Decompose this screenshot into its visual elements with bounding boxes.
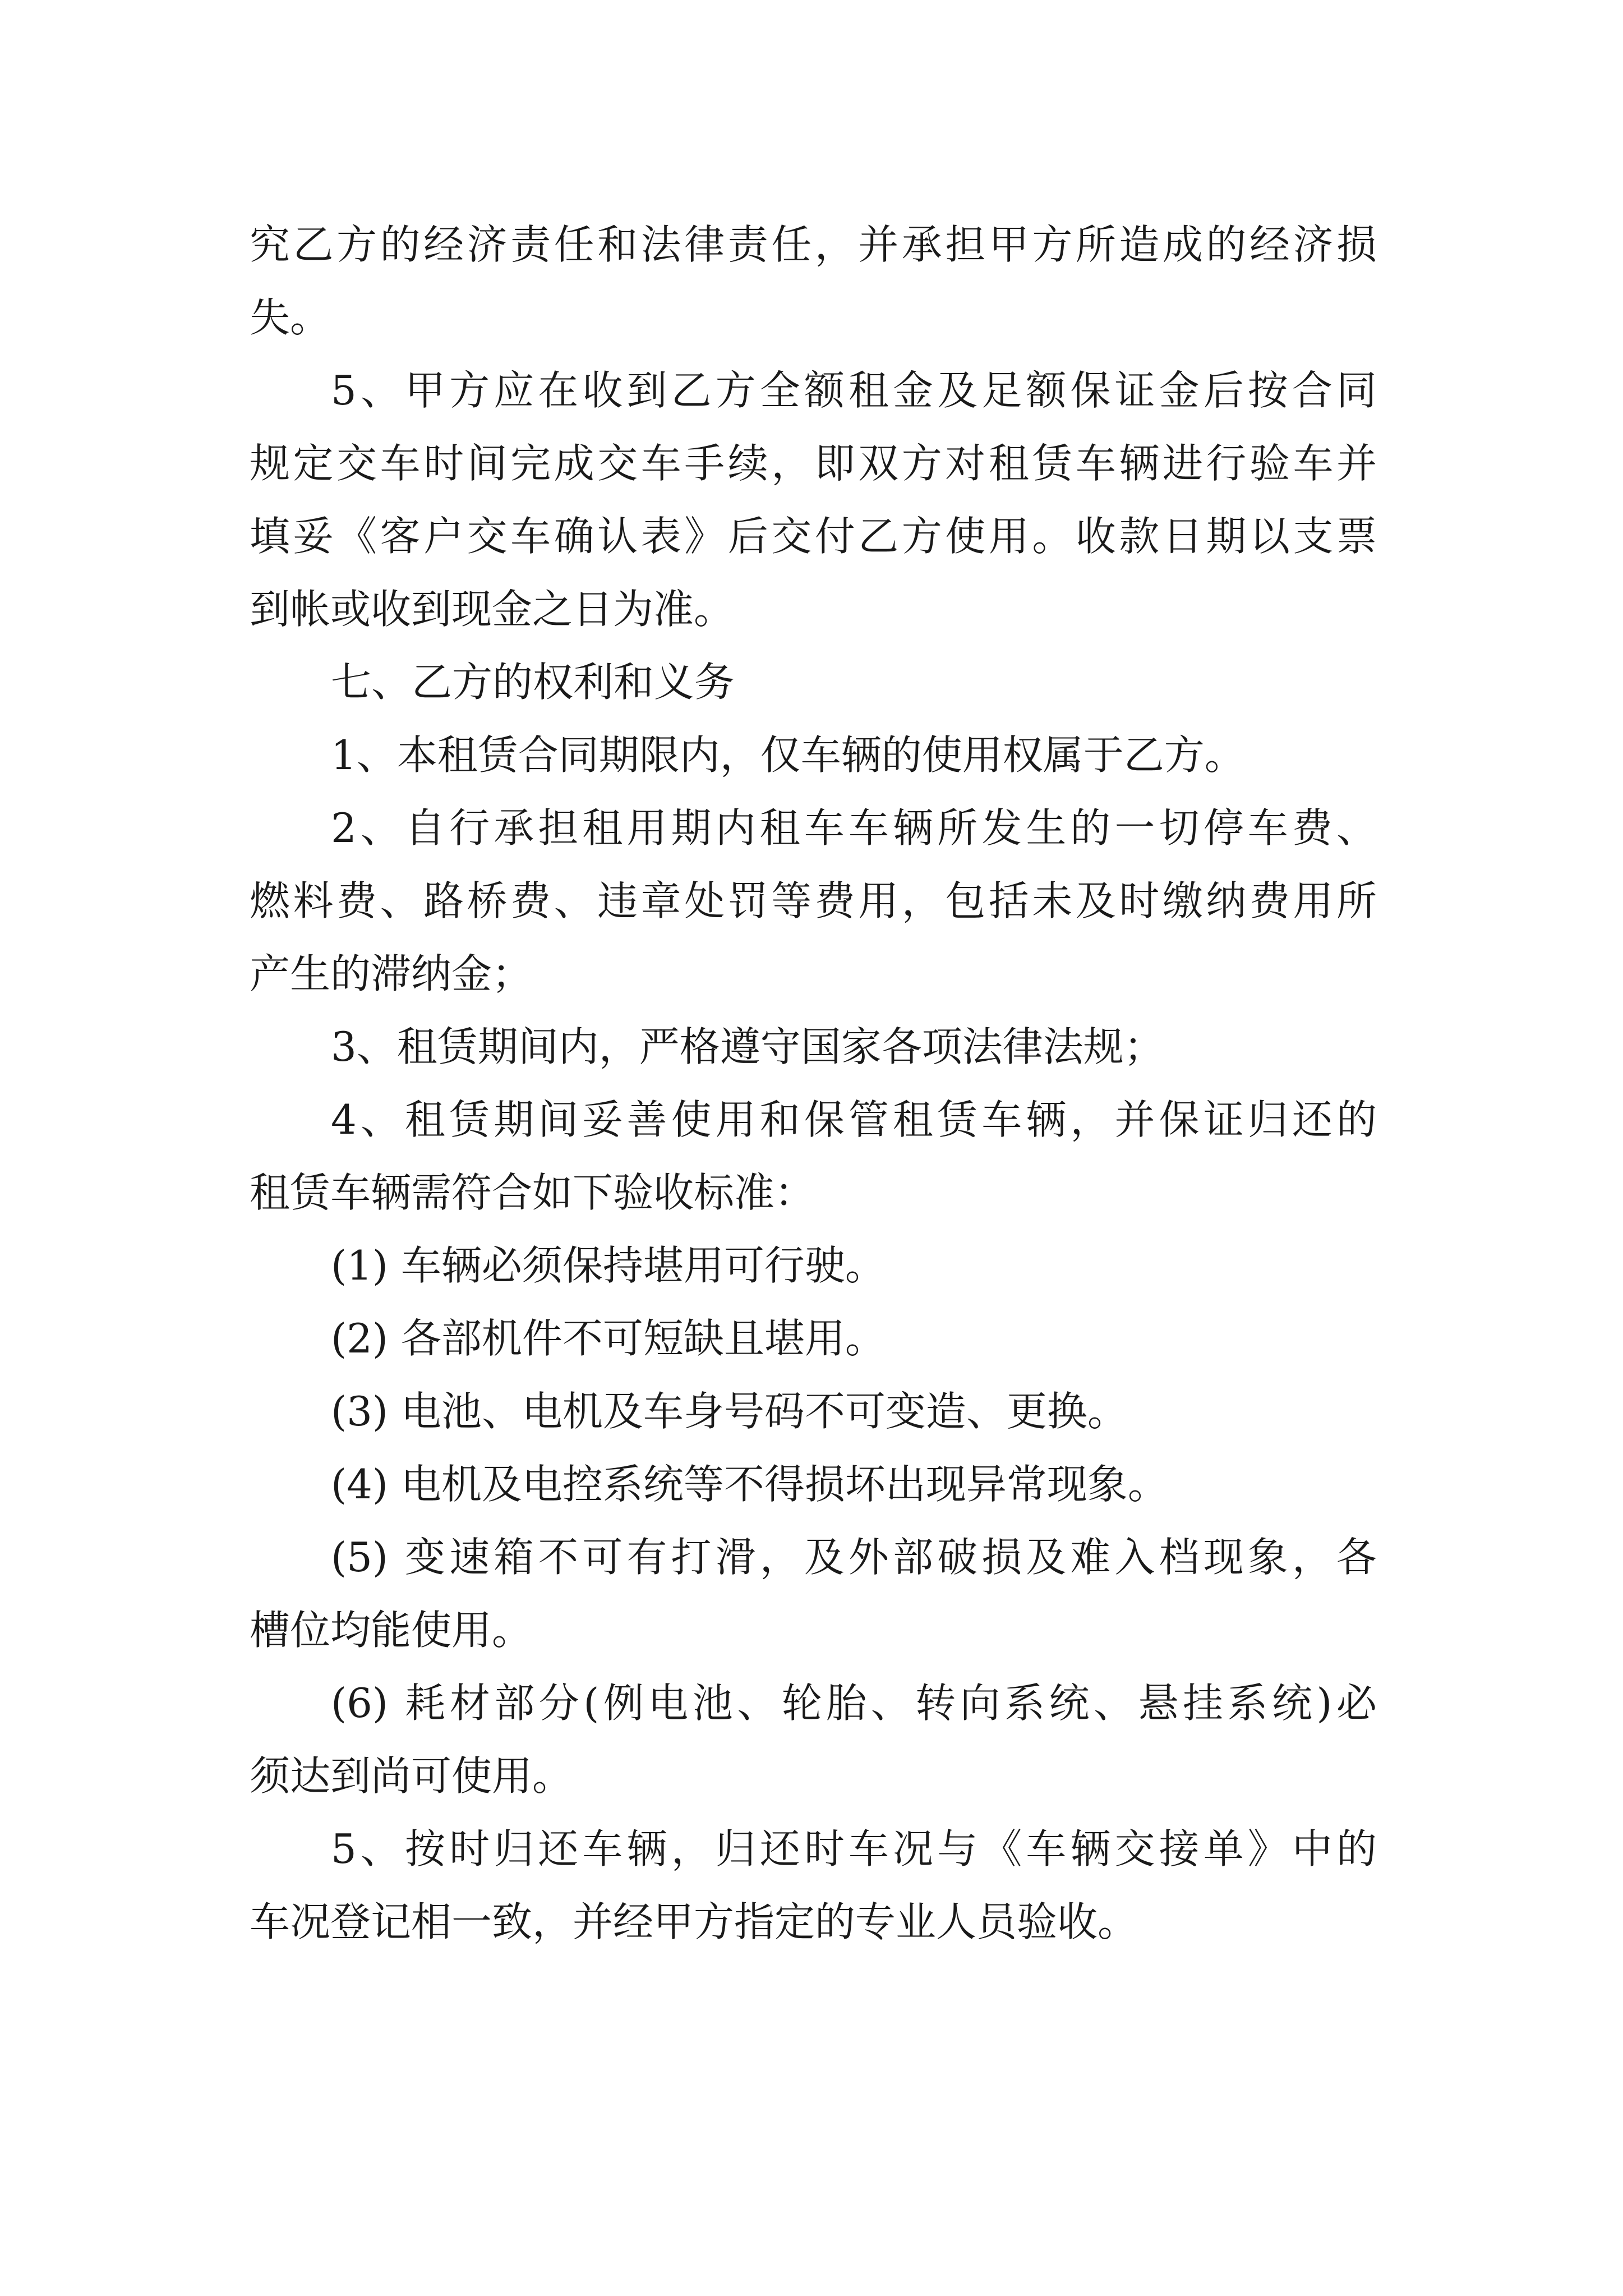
text-line: 究乙方的经济责任和法律责任，并承担甲方所造成的经济损 bbox=[250, 221, 1377, 268]
text-line: 填妥《客户交车确认表》后交付乙方使用。收款日期以支票 bbox=[250, 513, 1377, 560]
list-item: (1) 车辆必须保持堪用可行驶。 bbox=[331, 1242, 886, 1289]
text-line: 5、按时归还车辆，归还时车况与《车辆交接单》中的 bbox=[331, 1825, 1377, 1872]
text-line: 规定交车时间完成交车手续，即双方对租赁车辆进行验车并 bbox=[250, 440, 1377, 487]
list-item: (6) 耗材部分(例电池、轮胎、转向系统、悬挂系统)必 bbox=[331, 1680, 1377, 1727]
text-line: 车况登记相一致，并经甲方指定的专业人员验收。 bbox=[250, 1898, 1138, 1945]
text-line: 3、租赁期间内，严格遵守国家各项法律法规； bbox=[331, 1023, 1164, 1070]
text-line: 5、甲方应在收到乙方全额租金及足额保证金后按合同 bbox=[331, 367, 1377, 414]
list-item: (5) 变速箱不可有打滑，及外部破损及难入档现象，各 bbox=[331, 1534, 1377, 1581]
text-line: 到帐或收到现金之日为准。 bbox=[250, 586, 735, 633]
text-line: 1、本租赁合同期限内，仅车辆的使用权属于乙方。 bbox=[331, 731, 1245, 779]
section-heading: 七、乙方的权利和义务 bbox=[331, 659, 735, 706]
text-line: 产生的滞纳金； bbox=[250, 950, 533, 997]
list-item: (2) 各部机件不可短缺且堪用。 bbox=[331, 1315, 886, 1362]
text-line: 燃料费、路桥费、违章处罚等费用，包括未及时缴纳费用所 bbox=[250, 877, 1377, 924]
text-line: 失。 bbox=[250, 294, 331, 341]
text-line: 2、自行承担租用期内租车车辆所发生的一切停车费、 bbox=[331, 804, 1377, 852]
list-item: (4) 电机及电控系统等不得损坏出现异常现象。 bbox=[331, 1461, 1168, 1508]
list-item-continuation: 须达到尚可使用。 bbox=[250, 1752, 573, 1800]
text-line: 租赁车辆需符合如下验收标准： bbox=[250, 1169, 815, 1216]
text-line: 4、租赁期间妥善使用和保管租赁车辆，并保证归还的 bbox=[331, 1096, 1377, 1143]
list-item-continuation: 槽位均能使用。 bbox=[250, 1607, 533, 1654]
list-item: (3) 电池、电机及车身号码不可变造、更换。 bbox=[331, 1388, 1128, 1435]
